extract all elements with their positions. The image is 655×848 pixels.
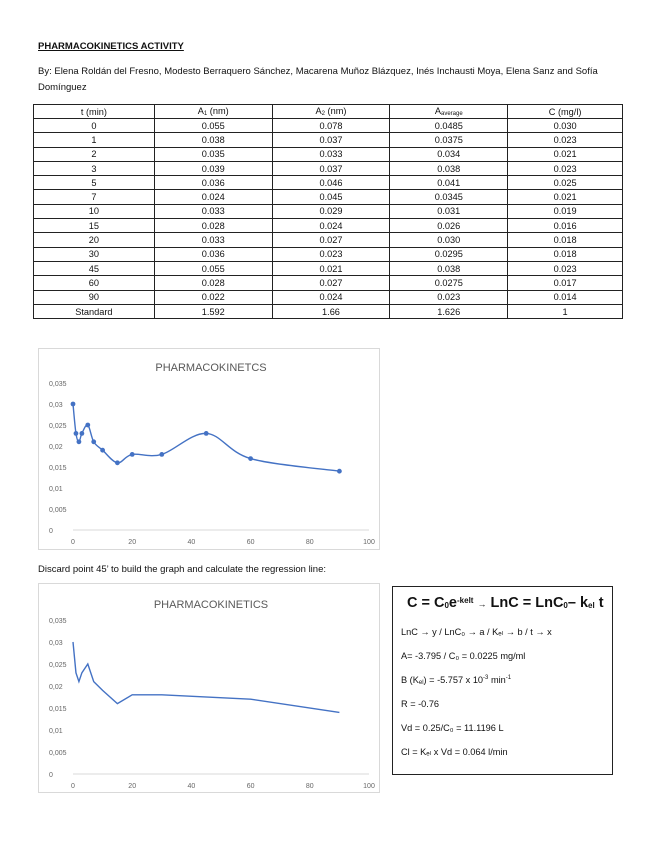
formula-e: e xyxy=(448,595,457,611)
x-tick-label: 0 xyxy=(71,783,75,790)
table-row xyxy=(34,190,623,204)
table-cell: 0.0375 xyxy=(390,133,508,147)
chart-2-svg xyxy=(39,584,379,792)
table-cell: 1.626 xyxy=(390,304,508,318)
header-a1 xyxy=(154,105,272,119)
table-cell: 0.033 xyxy=(154,233,272,247)
formula-rhs-t: t xyxy=(594,595,604,611)
y-tick-label: 0,005 xyxy=(49,507,67,514)
line3-sup1: -3 xyxy=(483,675,489,681)
table-cell: 0.027 xyxy=(272,276,390,290)
header-aavg-sub: average xyxy=(441,111,463,117)
data-point xyxy=(91,439,96,444)
line3-b: ) = -5.757 x 10 xyxy=(423,675,484,685)
header-a1-label: A xyxy=(197,106,204,116)
formula-main xyxy=(407,595,604,611)
x-tick-label: 100 xyxy=(363,783,375,790)
chart-1 xyxy=(38,348,380,550)
table-cell: 0.024 xyxy=(272,219,390,233)
data-point xyxy=(71,402,76,407)
x-tick-label: 60 xyxy=(246,539,255,546)
chart-1-svg xyxy=(39,349,379,549)
formula-rhs-sub0: 0 xyxy=(563,601,568,610)
table-row xyxy=(34,133,623,147)
header-a2-sub: 2 xyxy=(321,111,325,117)
y-tick-label: 0,025 xyxy=(49,423,67,430)
header-aavg-label: A xyxy=(434,106,441,116)
table-cell: 90 xyxy=(34,290,155,304)
y-tick-label: 0,01 xyxy=(49,486,63,493)
x-tick-label: 80 xyxy=(305,539,314,546)
line3-c: min xyxy=(488,675,506,685)
table-cell: 0.030 xyxy=(508,119,623,133)
table-row xyxy=(34,233,623,247)
table-cell: 60 xyxy=(34,276,155,290)
table-cell: 0.0345 xyxy=(390,190,508,204)
formula-c: C = C xyxy=(407,595,445,611)
table-cell: 0.038 xyxy=(390,161,508,175)
line3-sub: el xyxy=(418,680,424,686)
data-point xyxy=(204,431,209,436)
x-tick-label: 40 xyxy=(187,539,196,546)
table-cell: 0.038 xyxy=(390,261,508,275)
formula-line-3 xyxy=(401,675,511,686)
arrow-icon: → xyxy=(477,599,487,609)
y-tick-label: 0,005 xyxy=(49,750,67,757)
table-row xyxy=(34,204,623,218)
x-tick-label: 40 xyxy=(187,783,196,790)
data-point xyxy=(248,456,253,461)
header-concentration: C (mg/l) xyxy=(508,105,623,119)
y-tick-label: 0,03 xyxy=(49,640,63,647)
table-cell: 0.039 xyxy=(154,161,272,175)
data-point xyxy=(85,423,90,428)
table-cell: 0.026 xyxy=(390,219,508,233)
data-point xyxy=(159,452,164,457)
table-row xyxy=(34,261,623,275)
formula-line-5: Vd = 0.25/C₀ = 11.1196 L xyxy=(401,723,504,733)
table-cell: 0.016 xyxy=(508,219,623,233)
formula-exp: -kelt xyxy=(457,596,474,605)
table-cell: 1.66 xyxy=(272,304,390,318)
table-cell: 0.023 xyxy=(272,247,390,261)
y-tick-label: 0,015 xyxy=(49,465,67,472)
y-tick-label: 0,035 xyxy=(49,381,67,388)
table-cell: 0.019 xyxy=(508,204,623,218)
table-row xyxy=(34,176,623,190)
header-a2-label: A xyxy=(315,106,322,116)
table-cell: 0.023 xyxy=(508,161,623,175)
table-cell: 15 xyxy=(34,219,155,233)
table-cell: 3 xyxy=(34,161,155,175)
table-cell: 0.031 xyxy=(390,204,508,218)
y-tick-label: 0,025 xyxy=(49,662,67,669)
y-tick-label: 0,02 xyxy=(49,684,63,691)
formula-line-4: R = -0.76 xyxy=(401,699,440,709)
chart-2 xyxy=(38,583,380,793)
formula-line-1: LnC → y / LnC₀ → a / Kₑₗ → b / t → x xyxy=(401,627,552,637)
document-title: PHARMACOKINETICS ACTIVITY xyxy=(38,41,184,52)
table-cell: 0.027 xyxy=(272,233,390,247)
formula-box xyxy=(392,586,613,775)
table-cell: 0 xyxy=(34,119,155,133)
table-cell: 0.055 xyxy=(154,261,272,275)
y-tick-label: 0 xyxy=(49,772,53,779)
formula-rhs-subel: el xyxy=(588,601,595,610)
table-row xyxy=(34,276,623,290)
table-cell: 0.014 xyxy=(508,290,623,304)
table-cell: Standard xyxy=(34,304,155,318)
data-point xyxy=(130,452,135,457)
table-cell: 0.041 xyxy=(390,176,508,190)
header-a2 xyxy=(272,105,390,119)
table-body xyxy=(34,119,623,319)
y-tick-label: 0,03 xyxy=(49,402,63,409)
header-a-average xyxy=(390,105,508,119)
x-tick-label: 0 xyxy=(71,539,75,546)
table-cell: 45 xyxy=(34,261,155,275)
table-row xyxy=(34,119,623,133)
header-a2-unit: (nm) xyxy=(325,106,347,116)
table-cell: 0.037 xyxy=(272,133,390,147)
series-line xyxy=(73,642,339,712)
table-cell: 0.036 xyxy=(154,176,272,190)
table-cell: 0.0275 xyxy=(390,276,508,290)
formula-line-6: Cl = Kₑₗ x Vd = 0.064 l/min xyxy=(401,747,508,757)
table-cell: 0.023 xyxy=(508,133,623,147)
header-a1-sub: 1 xyxy=(203,111,208,117)
table-cell: 0.028 xyxy=(154,219,272,233)
formula-rhs-dash: – k xyxy=(567,595,589,611)
header-time: t (min) xyxy=(34,105,155,119)
table-cell: 0.035 xyxy=(154,147,272,161)
table-cell: 30 xyxy=(34,247,155,261)
table-cell: 0.0295 xyxy=(390,247,508,261)
chart-title: PHARMACOKINETCS xyxy=(155,362,267,374)
table-cell: 0.033 xyxy=(154,204,272,218)
table-cell: 1 xyxy=(508,304,623,318)
authors-line: By: Elena Roldán del Fresno, Modesto Berraquero Sánchez, Macarena Muñoz Blázquez, Inés Inchausti Moya, Elena Sanz and Sofía Domínguez xyxy=(38,66,598,93)
table-cell: 0.017 xyxy=(508,276,623,290)
table-cell: 0.034 xyxy=(390,147,508,161)
y-tick-label: 0,02 xyxy=(49,444,63,451)
data-point xyxy=(100,448,105,453)
formula-c0-sub: 0 xyxy=(444,601,449,610)
line3-sup2: -1 xyxy=(505,675,512,681)
header-a1-unit: (nm) xyxy=(207,106,229,116)
discard-note: Discard point 45’ to build the graph and calculate the regression line: xyxy=(38,564,326,575)
table-cell: 0.045 xyxy=(272,190,390,204)
table-cell: 0.036 xyxy=(154,247,272,261)
series-line xyxy=(73,404,339,471)
y-tick-label: 0 xyxy=(49,528,53,535)
table-cell: 0.078 xyxy=(272,119,390,133)
data-point xyxy=(77,439,82,444)
table-cell: 1.592 xyxy=(154,304,272,318)
formula-line-2: A= -3.795 / C₀ = 0.0225 mg/ml xyxy=(401,651,526,661)
table-cell: 0.055 xyxy=(154,119,272,133)
table-row xyxy=(34,247,623,261)
x-tick-label: 60 xyxy=(246,783,255,790)
table-cell: 0.038 xyxy=(154,133,272,147)
table-cell: 0.023 xyxy=(390,290,508,304)
table-cell: 2 xyxy=(34,147,155,161)
table-row xyxy=(34,219,623,233)
table-header-row xyxy=(34,105,623,119)
table-row xyxy=(34,161,623,175)
table-cell: 0.028 xyxy=(154,276,272,290)
table-cell: 0.021 xyxy=(508,190,623,204)
table-cell: 0.022 xyxy=(154,290,272,304)
table-cell: 0.018 xyxy=(508,233,623,247)
x-tick-label: 100 xyxy=(363,539,375,546)
table-cell: 0.021 xyxy=(272,261,390,275)
x-tick-label: 20 xyxy=(128,783,137,790)
data-table xyxy=(33,104,623,319)
data-point xyxy=(79,431,84,436)
table-row xyxy=(34,304,623,318)
table-row xyxy=(34,147,623,161)
table-cell: 0.021 xyxy=(508,147,623,161)
x-tick-label: 20 xyxy=(128,539,137,546)
table-cell: 1 xyxy=(34,133,155,147)
y-tick-label: 0,015 xyxy=(49,706,67,713)
x-tick-label: 80 xyxy=(305,783,314,790)
table-cell: 0.023 xyxy=(508,261,623,275)
data-point xyxy=(74,431,79,436)
table-cell: 0.0485 xyxy=(390,119,508,133)
table-cell: 0.046 xyxy=(272,176,390,190)
table-cell: 10 xyxy=(34,204,155,218)
table-cell: 0.037 xyxy=(272,161,390,175)
table-cell: 0.029 xyxy=(272,204,390,218)
table-cell: 5 xyxy=(34,176,155,190)
line3-a: B (K xyxy=(401,675,419,685)
table-cell: 0.024 xyxy=(272,290,390,304)
data-point xyxy=(337,469,342,474)
y-tick-label: 0,01 xyxy=(49,728,63,735)
chart-title: PHARMACOKINETICS xyxy=(153,599,269,611)
table-cell: 0.025 xyxy=(508,176,623,190)
y-tick-label: 0,035 xyxy=(49,618,67,625)
table-cell: 20 xyxy=(34,233,155,247)
table-cell: 0.030 xyxy=(390,233,508,247)
table-cell: 7 xyxy=(34,190,155,204)
table-cell: 0.033 xyxy=(272,147,390,161)
data-point xyxy=(115,460,120,465)
table-cell: 0.024 xyxy=(154,190,272,204)
formula-rhs: LnC = LnC xyxy=(490,595,564,611)
table-cell: 0.018 xyxy=(508,247,623,261)
table-row xyxy=(34,290,623,304)
